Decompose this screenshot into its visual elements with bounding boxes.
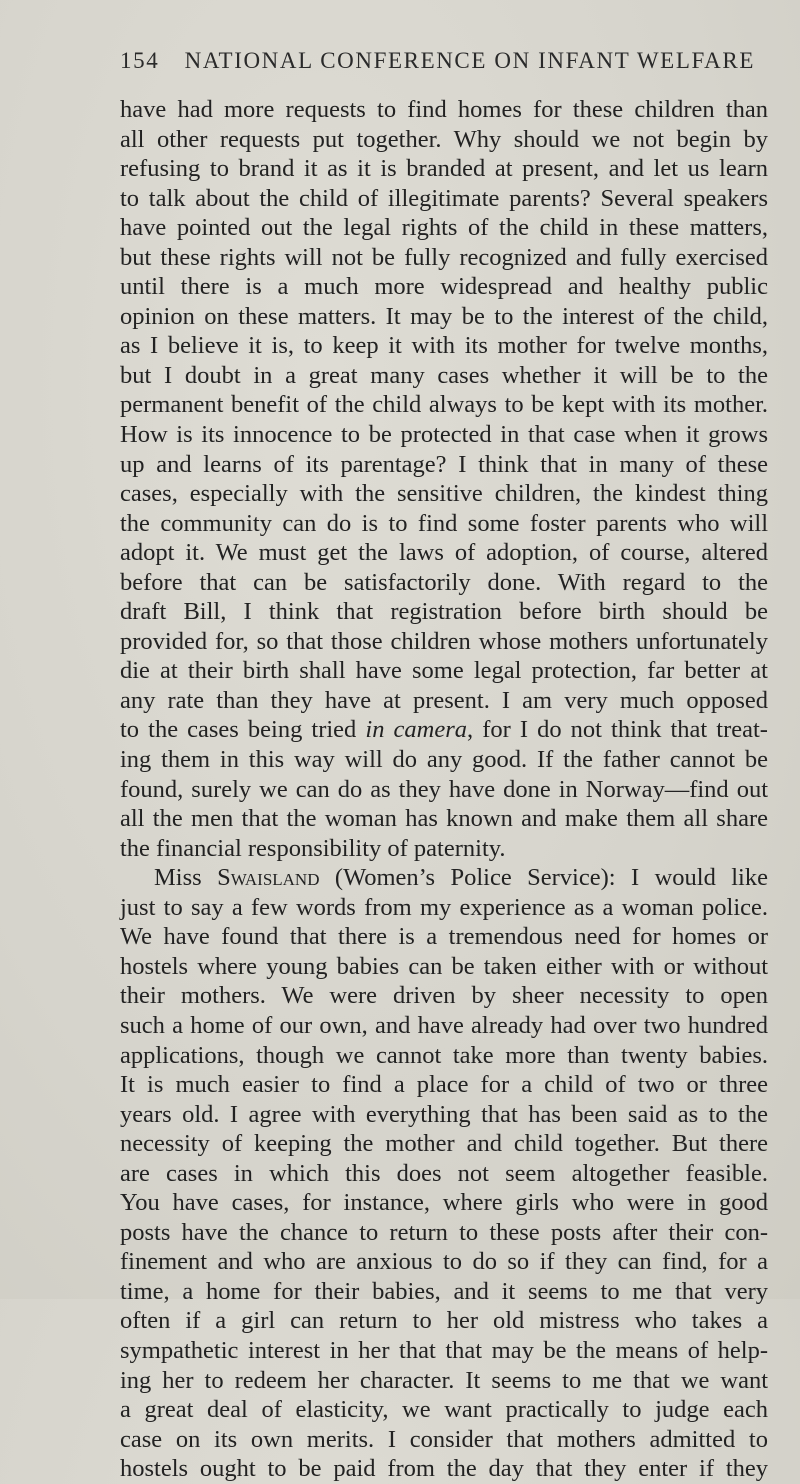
text-line: finement and who are anxious to do so if they can find, for a <box>120 1248 768 1276</box>
text-line: cases, especially with the sensitive children, the kindest thing <box>120 480 768 508</box>
text-line: their mothers. We were driven by sheer necessity to open <box>120 982 768 1010</box>
text-line: It is much easier to find a place for a child of two or three <box>120 1071 768 1099</box>
text-line: hostels ought to be paid from the day that they enter if they <box>120 1455 768 1483</box>
text-line: hostels where young babies can be taken either with or without <box>120 952 768 980</box>
text-line: time, a home for their babies, and it seems to me that very <box>120 1277 768 1305</box>
page-number: 154 <box>120 48 160 73</box>
text-line: necessity of keeping the mother and child together. But there <box>120 1130 768 1158</box>
text-line: to the cases being tried in camera, for I do not think that treat- <box>120 716 768 744</box>
text-line: We have found that there is a tremendous need for homes or <box>120 923 768 951</box>
text-line: You have cases, for instance, where girls who were in good <box>120 1189 768 1217</box>
text-line: provided for, so that those children whose mothers unfortunately <box>120 627 768 655</box>
text-line: the community can do is to find some foster parents who will <box>120 509 768 537</box>
text-line: a great deal of elasticity, we want practically to judge each <box>120 1396 768 1424</box>
text-line: draft Bill, I think that registration before birth should be <box>120 598 768 626</box>
text-line: years old. I agree with everything that has been said as to the <box>120 1100 768 1128</box>
text-line: How is its innocence to be protected in that case when it grows <box>120 421 768 449</box>
text-line: Miss Swaisland (Women’s Police Service): I would like <box>154 864 768 892</box>
text-line: refusing to brand it as it is branded at present, and let us learn <box>120 155 768 183</box>
text-line: opinion on these matters. It may be to the interest of the child, <box>120 302 768 330</box>
text-line: have had more requests to find homes for these children than <box>120 96 768 123</box>
text-line: just to say a few words from my experience as a woman police. <box>120 893 768 921</box>
speaker-name: Swaisland <box>217 864 320 892</box>
running-head <box>120 48 760 74</box>
text-line: up and learns of its parentage? I think that in many of these <box>120 450 768 478</box>
text-line: case on its own merits. I consider that mothers admitted to <box>120 1425 768 1453</box>
text-line: applications, though we cannot take more than twenty babies. <box>120 1041 768 1069</box>
text-line: permanent benefit of the child always to be kept with its mother. <box>120 391 768 419</box>
text-line: before that can be satisfactorily done. With regard to the <box>120 568 768 596</box>
text-line: as I believe it is, to keep it with its mother for twelve months, <box>120 332 768 360</box>
text-line: all the men that the woman has known and make them all share <box>120 805 768 833</box>
text-line: often if a girl can return to her old mistress who takes a <box>120 1307 768 1335</box>
text-line: ing her to redeem her character. It seems to me that we want <box>120 1366 768 1394</box>
text-line: are cases in which this does not seem altogether feasible. <box>120 1159 768 1187</box>
body-text <box>120 95 768 1484</box>
text-line: ing them in this way will do any good. If the father cannot be <box>120 746 768 774</box>
text-line: the financial responsibility of paternity. <box>120 834 506 862</box>
text-line: any rate than they have at present. I am very much opposed <box>120 686 768 714</box>
text-line: die at their birth shall have some legal protection, far better at <box>120 657 768 685</box>
text-line: all other requests put together. Why should we not begin by <box>120 125 768 153</box>
text-line: found, surely we can do as they have done in Norway—find out <box>120 775 768 803</box>
text-line: such a home of our own, and have already had over two hundred <box>120 1011 768 1039</box>
italic-phrase: in camera <box>365 716 467 744</box>
text-line: but I doubt in a great many cases whether it will be to the <box>120 361 768 389</box>
text-line: posts have the chance to return to these posts after their con- <box>120 1218 768 1246</box>
text-line: to talk about the child of illegitimate parents? Several speakers <box>120 184 768 212</box>
running-title: NATIONAL CONFERENCE ON INFANT WELFARE <box>184 48 755 73</box>
text-line: sympathetic interest in her that that may be the means of help- <box>120 1336 768 1364</box>
text-line: until there is a much more widespread and healthy public <box>120 273 768 301</box>
text-line: have pointed out the legal rights of the child in these matters, <box>120 214 768 242</box>
text-line: adopt it. We must get the laws of adoption, of course, altered <box>120 539 768 567</box>
text-line: but these rights will not be fully recognized and fully exercised <box>120 243 768 271</box>
